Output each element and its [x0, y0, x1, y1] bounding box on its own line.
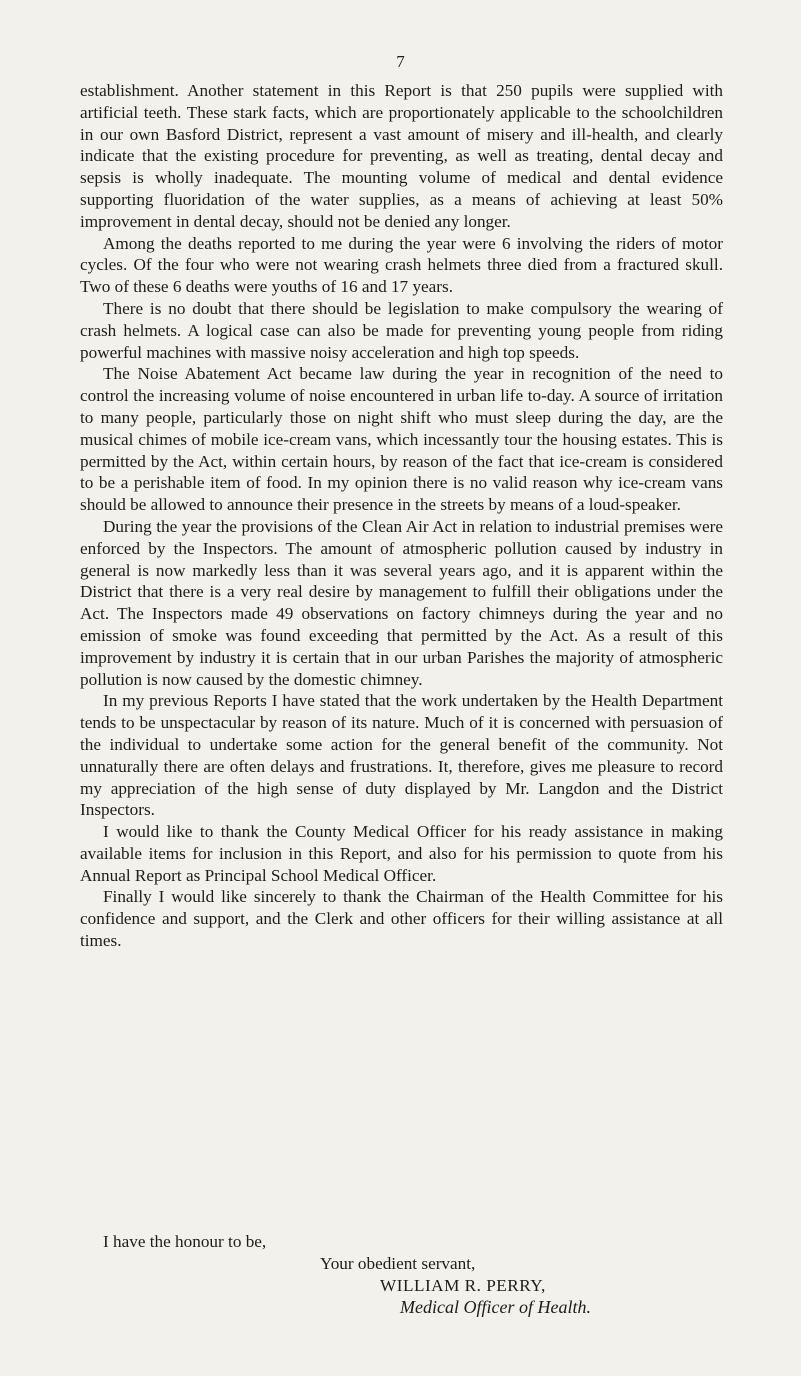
closing-valediction: Your obedient servant,	[320, 1254, 476, 1273]
paragraph-county-medical-officer: I would like to thank the County Medical Officer for his ready assistance in making available items for inclusion in this Report, and also for his permission to quote from his Annual Report as Principal School Medical Officer.	[80, 822, 723, 885]
paragraph-noise-abatement: The Noise Abatement Act became law during the year in recognition of the need to control the increasing volume of noise encountered in urban life to-day. A source of irritation to many people, particularly those on night shift who must sleep during the day, are the musical chimes of mobile ice-cream vans, which incessantly tour the housing estates. This is permitted by the Act, within certain hours, by reason of the fact that ice-cream is considered to be a perishable item of food. In my opinion there is no valid reason why ice-cream vans should be allowed to announce their presence in the streets by means of a loud-speaker.	[80, 364, 723, 515]
closing-signature: WILLIAM R. PERRY,	[380, 1276, 546, 1295]
closing-title: Medical Officer of Health.	[400, 1297, 591, 1317]
paragraph-thanks-chairman: Finally I would like sincerely to thank the Chairman of the Health Committee for his confidence and support, and the Clerk and other officers for their willing assistance at all times.	[80, 887, 723, 951]
closing-salutation: I have the honour to be,	[103, 1232, 267, 1251]
report-body	[80, 80, 723, 952]
paragraph-dental-decay: establishment. Another statement in this Report is that 250 pupils were supplied with artificial teeth. These stark facts, which are proportionately applicable to the schoolchildren in our own Basford District, represent a vast amount of misery and ill-health, and clearly indicate that the existing procedure for preventing, as well as treating, dental decay and sepsis is wholly inadequate. The mounting volume of medical and dental evidence supporting fluoridation of the water supplies, as a means of achieving at least 50% improvement in dental decay, should not be denied any longer.	[80, 81, 723, 231]
paragraph-motor-cycle-deaths: Among the deaths reported to me during the year were 6 involving the riders of motor cycles. Of the four who were not wearing crash helmets three died from a fractured skull. Two of these 6 deaths were youths of 16 and 17 years.	[80, 233, 723, 297]
paragraph-clean-air-act: During the year the provisions of the Clean Air Act in relation to industrial premises were enforced by the Inspectors. The amount of atmospheric pollution caused by industry in general is now markedly less than it was several years ago, and it is apparent within the District that there is a very real desire by management to fulfill their obligations under the Act. The Inspectors made 49 observations on factory chimneys during the year and no emission of smoke was found exceeding that permitted by the Act. As a result of this improvement by industry it is certain that in our urban Parishes the majority of atmospheric pollution is now caused by the domestic chimney.	[80, 516, 723, 689]
paragraph-health-department: In my previous Reports I have stated that the work undertaken by the Health Department tends to be unspectacular by reason of its nature. Much of it is concerned with persuasion of the individual to undertake some action for the general benefit of the community. Not unnaturally there are often delays and frustrations. It, therefore, gives me pleasure to record my appreciation of the high sense of duty displayed by Mr. Langdon and the District Inspectors.	[80, 691, 723, 820]
paragraph-crash-helmets: There is no doubt that there should be legislation to make compulsory the wearing of crash helmets. A logical case can also be made for preventing young people from riding powerful machines with massive noisy acceleration and high top speeds.	[80, 298, 723, 362]
page-number: 7	[396, 52, 405, 71]
